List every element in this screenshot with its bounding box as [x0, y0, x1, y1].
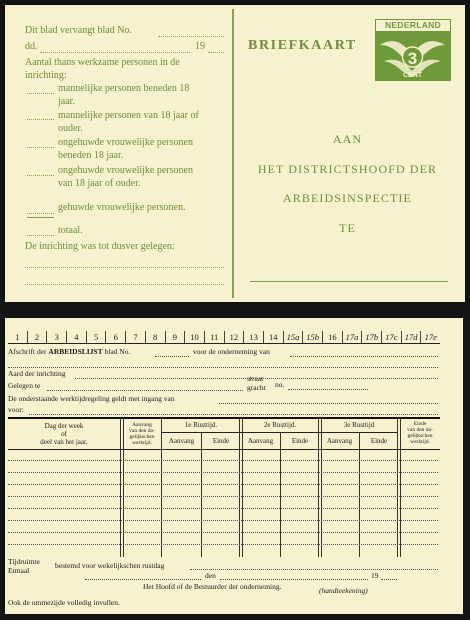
- item-1-line-1: mannelijke personen beneden 18: [58, 83, 190, 94]
- location-line: [47, 390, 243, 391]
- col-number: 17c: [381, 331, 401, 343]
- col-divider-r3: [359, 432, 360, 557]
- address-line-1: AAN: [332, 132, 363, 146]
- total-line: [27, 235, 54, 236]
- employee-count-label: Aantal thans werkzame personen in de: [25, 57, 180, 68]
- vertical-divider: [232, 9, 234, 298]
- sheet-no-line: [155, 356, 189, 357]
- located-in-label: Gelegen te: [8, 381, 41, 390]
- col-number: 10: [184, 331, 204, 343]
- stamp-value: 3: [407, 49, 418, 68]
- rest-day-line: [190, 569, 438, 570]
- house-number-label: no.: [275, 380, 285, 389]
- company-line: [290, 356, 438, 357]
- year-line: [381, 579, 397, 580]
- address-line-2: HET DISTRICTSHOOFD DER: [257, 162, 438, 176]
- start-workday-1: Aanvang: [132, 422, 152, 428]
- end-workday-2: van den da-: [407, 427, 433, 433]
- item-2-line-2: ouder.: [58, 123, 83, 134]
- street-label: straat: [247, 374, 264, 383]
- r1-end-header: Einde: [212, 437, 230, 445]
- table-top-border: [8, 417, 440, 419]
- for-label: voor:: [8, 405, 24, 414]
- r3-start-header: Aanvang: [326, 437, 353, 445]
- table-row-line: [8, 544, 438, 545]
- col-number: 14: [263, 331, 283, 343]
- table-row-line: [8, 460, 438, 461]
- table-row-line: [8, 508, 438, 509]
- table-header-bottom: [8, 449, 440, 450]
- col-number: 11: [204, 331, 224, 343]
- year-label: 19: [371, 571, 379, 580]
- r2-start-header: Aanvang: [247, 437, 274, 445]
- end-workday-1: Einde: [413, 421, 427, 427]
- signature-label: (handteekening): [319, 586, 368, 595]
- total-label: totaal.: [58, 225, 83, 236]
- place-line: [85, 579, 201, 580]
- location-line-1: [25, 267, 224, 268]
- table-row-line: [8, 472, 438, 473]
- col-number: 17a: [342, 331, 362, 343]
- year-prefix: 19: [195, 41, 205, 52]
- start-workday-3: gelijkschen: [129, 434, 155, 440]
- item-2-line-1: mannelijke personen van 18 jaar of: [58, 110, 199, 121]
- flying-dove-icon: [376, 31, 449, 79]
- col-number: 7: [125, 331, 145, 343]
- previous-location-label: De inrichting was tot dusver gelegen:: [25, 241, 175, 252]
- column-number-row: [8, 331, 440, 343]
- company-line-2: [8, 367, 438, 368]
- end-workday-3: gelijkschen: [407, 433, 433, 439]
- col-number: 15a: [283, 331, 303, 343]
- day-header-2: of: [61, 430, 67, 438]
- item-3-line-2: beneden 18 jaar.: [58, 150, 124, 161]
- col-number: 12: [224, 331, 244, 343]
- item-3-line-1: ongehuwde vrouwelijke personen: [58, 137, 193, 148]
- count-line-2: [27, 119, 54, 120]
- r3-end-header: Einde: [370, 437, 388, 445]
- col-number: 6: [105, 331, 125, 343]
- day-period-label: Etmaal: [8, 566, 30, 575]
- col-number: 5: [86, 331, 106, 343]
- col-number: 13: [243, 331, 263, 343]
- postcard-back: [5, 318, 463, 614]
- col-number: 15b: [302, 331, 322, 343]
- year-line: [208, 52, 224, 53]
- replaces-sheet-label: Dit blad vervangt blad No.: [25, 25, 132, 36]
- establishment-label: inrichting:: [25, 70, 67, 81]
- day-header-3: deel van het jaar.: [40, 438, 88, 446]
- type-of-establishment-label: Aard der inrichting: [8, 369, 66, 378]
- schedule-valid-label: De onderstaande werktijdregeling geldt met ingang van: [8, 394, 175, 403]
- number-row-underline: [8, 343, 440, 344]
- postcard-front: [5, 5, 465, 302]
- item-5-line-1: gehuwde vrouwelijke personen.: [58, 202, 186, 213]
- col-number: 17d: [401, 331, 421, 343]
- col-number: 9: [165, 331, 185, 343]
- address-line-4: TE: [339, 221, 356, 235]
- col-number: 1: [15, 332, 20, 342]
- col-number: 17b: [361, 331, 381, 343]
- count-line-5: [27, 213, 54, 214]
- col-number: 8: [145, 331, 165, 343]
- house-number-line: [288, 389, 368, 390]
- schedule-date-line: [219, 403, 438, 404]
- company-label: voor de onderneming van: [193, 347, 270, 356]
- col-number: 2: [27, 331, 47, 343]
- signatory-label: Het Hoofd of de Bestuurder der onderneming.: [143, 582, 282, 591]
- count-line-3: [27, 147, 54, 148]
- item-1-line-2: jaar.: [58, 96, 75, 107]
- rest-period-2: 2e Rusttijd.: [263, 421, 297, 429]
- table-row-line: [8, 520, 438, 521]
- col-number: 17e: [420, 331, 440, 343]
- col-divider-r2: [280, 432, 281, 557]
- col-number: 3: [46, 331, 66, 343]
- address-underline: [250, 281, 448, 282]
- rest-day-label: bestemd voor wekelijkschen rustdag: [55, 561, 165, 570]
- date-line: [220, 579, 368, 580]
- date-line: [40, 52, 190, 53]
- col-number: 4: [66, 331, 86, 343]
- stamp-country: NEDERLAND: [376, 20, 450, 31]
- date-den-label: den: [205, 571, 216, 580]
- time-span-label: Tijdruimte: [8, 557, 40, 566]
- day-header-1: Dag der week: [44, 422, 84, 430]
- col-number: 16: [322, 331, 342, 343]
- count-line-1: [27, 93, 54, 94]
- table-row-line: [8, 484, 438, 485]
- table-row-line: [8, 532, 438, 533]
- location-line-2: [25, 284, 224, 285]
- for-line: [29, 414, 438, 415]
- r2-end-header: Einde: [291, 437, 309, 445]
- stamp-unit: CENT: [402, 72, 423, 79]
- card-title: BRIEFKAART: [248, 38, 357, 53]
- item-4-line-1: ongehuwde vrouwelijke personen: [58, 165, 193, 176]
- address-line-3: ARBEIDSINSPECTIE: [283, 191, 412, 205]
- col-divider-r1: [201, 432, 202, 557]
- date-label: dd.: [25, 41, 38, 52]
- rest-period-3: 3e Rusttijd: [343, 421, 375, 429]
- sum-rule: [27, 217, 54, 218]
- start-workday-4: werktijd.: [132, 440, 152, 446]
- r1-start-header: Aanvang: [168, 437, 195, 445]
- end-workday-4: werktijd.: [410, 439, 430, 445]
- rest-period-1: 1e Rusttijd.: [184, 421, 218, 429]
- sheet-number-line: [158, 36, 224, 37]
- copy-of-label: Afschrift der ARBEIDSLIJST blad No.: [8, 347, 131, 356]
- count-line-4: [27, 175, 54, 176]
- table-row-line: [8, 496, 438, 497]
- item-4-line-2: van 18 jaar of ouder.: [58, 178, 141, 189]
- fill-reverse-note: Ook de ommezijde volledig invullen.: [8, 598, 120, 607]
- postage-stamp: [375, 19, 451, 81]
- start-workday-2: van den da-: [129, 428, 155, 434]
- canal-label: gracht: [247, 383, 266, 392]
